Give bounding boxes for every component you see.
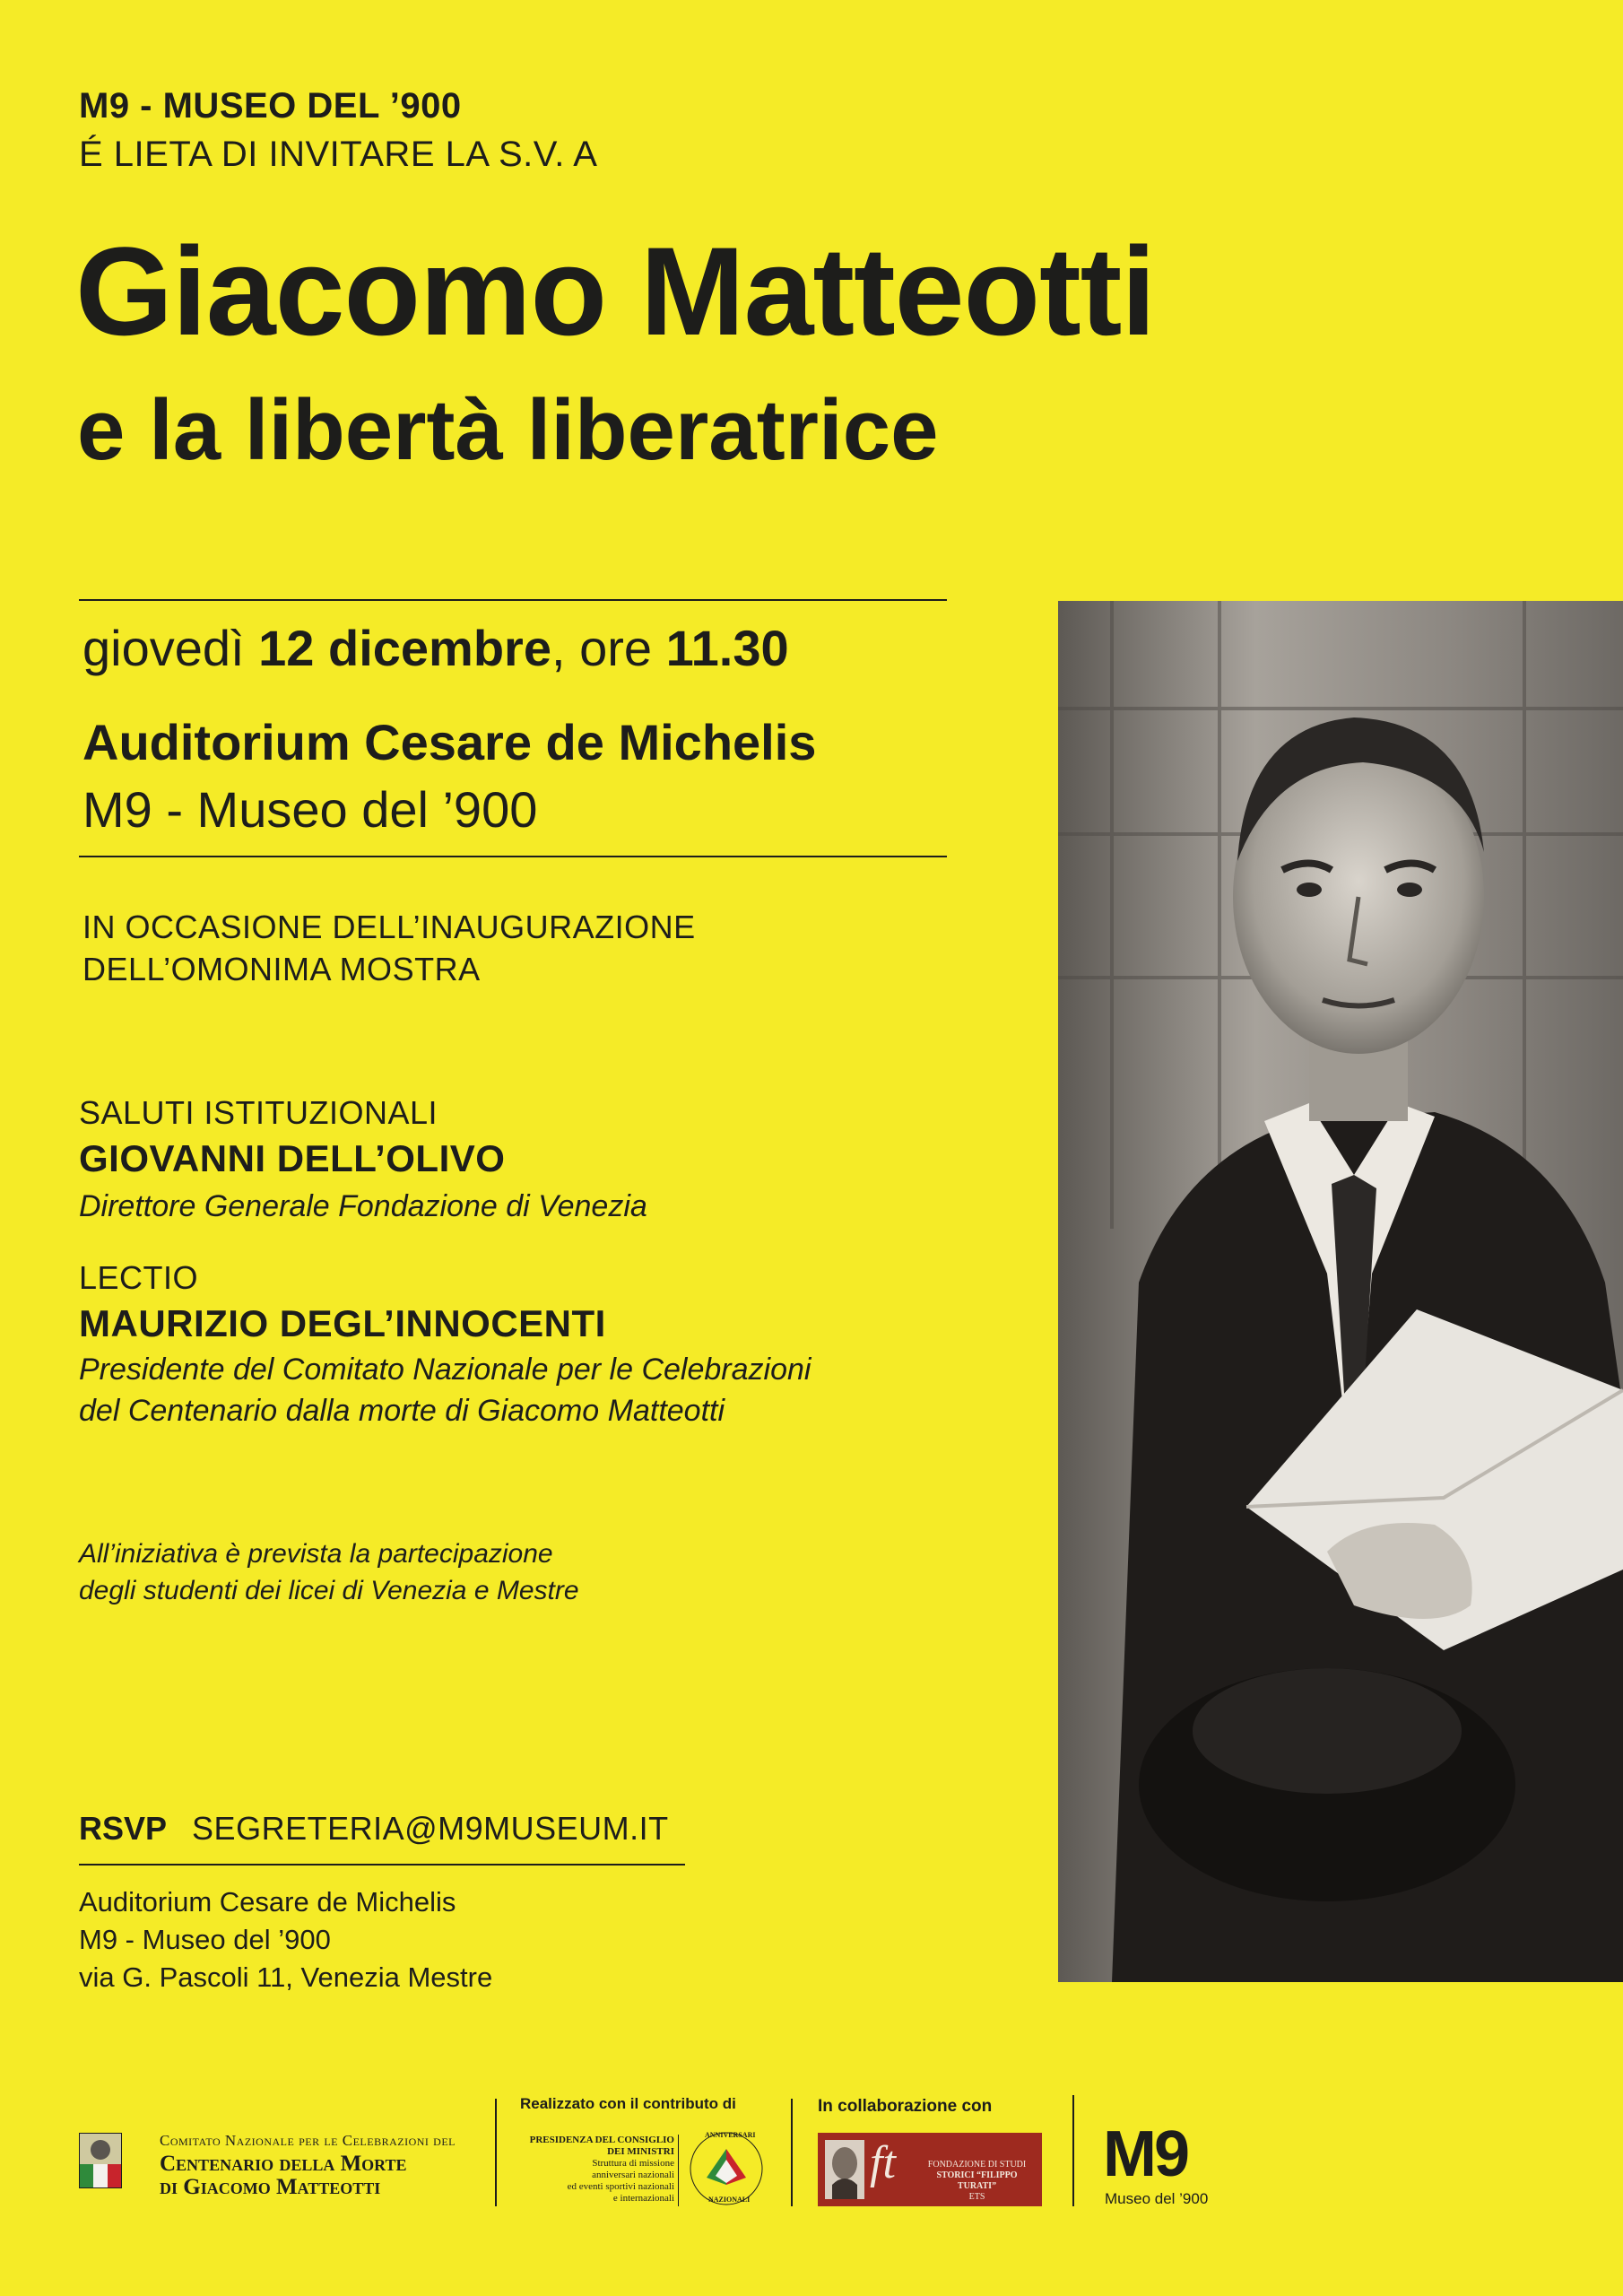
divider-top <box>79 599 947 601</box>
turati-text <box>916 2160 1037 2203</box>
presidency-line-6: e internazionali <box>612 2193 674 2204</box>
presidency-line-3: Struttura di missione <box>592 2158 674 2169</box>
committee-logo-icon <box>79 2133 122 2188</box>
speaker-role: Presidente del Comitato Nazionale per le Celebrazioni <box>79 1352 812 1387</box>
rsvp-divider <box>79 1864 685 1866</box>
turati-line-2: STORICI “FILIPPO TURATI” <box>936 2170 1018 2191</box>
presidency-line-1: PRESIDENZA DEL CONSIGLIO <box>529 2135 674 2145</box>
committee-line-3: di Giacomo Matteotti <box>160 2175 381 2200</box>
rsvp-label: RSVP <box>79 1810 168 1847</box>
speaker-label: LECTIO <box>79 1259 199 1296</box>
participation-note <box>79 1535 579 1609</box>
date-prefix: giovedì <box>82 620 259 676</box>
venue-name: Auditorium Cesare de Michelis <box>82 714 817 770</box>
portrait-photo <box>1058 601 1623 1982</box>
occasion-line-1: IN OCCASIONE DELL’INAUGURAZIONE <box>82 909 696 945</box>
note-line-1: All’iniziativa è prevista la partecipazione <box>79 1539 553 1569</box>
committee-name <box>160 2133 456 2199</box>
venue-address <box>79 1883 492 1996</box>
anniversari-top-text: ANNIVERSARI <box>705 2131 756 2139</box>
rsvp-email-link[interactable]: SEGRETERIA@M9MUSEUM.IT <box>192 1810 669 1847</box>
turati-mark: ft <box>870 2137 896 2188</box>
footer-separator-1 <box>495 2099 497 2206</box>
turati-portrait-icon <box>825 2140 864 2199</box>
venue-museum: M9 - Museo del ’900 <box>82 781 538 838</box>
contrib-label: Realizzato con il contributo di <box>520 2095 736 2112</box>
presidency-text <box>513 2135 674 2205</box>
speaker-block-1 <box>79 1094 647 1227</box>
date-day: 12 dicembre <box>258 620 551 676</box>
invitation-line: É LIETA DI INVITARE LA S.V. A <box>79 135 598 174</box>
divider-bottom <box>79 856 947 857</box>
occasion-line-2: DELL’OMONIMA MOSTRA <box>82 951 481 987</box>
address-line-2: M9 - Museo del ’900 <box>79 1924 331 1955</box>
presidency-line-5: ed eventi sportivi nazionali <box>567 2181 674 2192</box>
event-date <box>82 619 789 677</box>
portrait-illustration <box>1058 601 1623 1982</box>
presidency-divider <box>678 2135 679 2206</box>
address-line-1: Auditorium Cesare de Michelis <box>79 1886 456 1918</box>
turati-logo <box>818 2133 1042 2206</box>
event-subtitle: e la libertà liberatrice <box>77 382 939 478</box>
speaker-name: MAURIZIO DEGL’INNOCENTI <box>79 1302 606 1344</box>
event-title: Giacomo Matteotti <box>75 221 1156 361</box>
turati-line-1: FONDAZIONE DI STUDI <box>927 2160 1027 2170</box>
footer-separator-2 <box>791 2099 793 2206</box>
turati-face-icon <box>825 2140 864 2199</box>
m9-caption: Museo del ’900 <box>1105 2190 1209 2207</box>
collab-label: In collaborazione con <box>818 2097 993 2116</box>
event-time: 11.30 <box>665 620 789 676</box>
anniversari-logo <box>689 2131 764 2206</box>
speaker-block-2 <box>79 1259 811 1431</box>
m9-logo: M9 <box>1103 2118 1188 2190</box>
address-line-3: via G. Pascoli 11, Venezia Mestre <box>79 1961 493 1993</box>
committee-line-2: Centenario della Morte <box>160 2151 407 2176</box>
organizer-name: M9 - MUSEO DEL ’900 <box>79 86 462 126</box>
anniversari-bottom-text: NAZIONALI <box>708 2196 751 2204</box>
speaker-name: GIOVANNI DELL’OLIVO <box>79 1137 506 1179</box>
note-line-2: degli studenti dei licei di Venezia e Mestre <box>79 1576 579 1605</box>
presidency-line-4: anniversari nazionali <box>592 2170 674 2180</box>
speaker-role-2: del Centenario dalla morte di Giacomo Matteotti <box>79 1394 725 1428</box>
turati-line-3: ETS <box>968 2192 985 2202</box>
occasion-text <box>82 906 696 990</box>
date-mid: , ore <box>551 620 666 676</box>
rsvp-line <box>79 1810 669 1848</box>
committee-line-1: Comitato Nazionale per le Celebrazioni del <box>160 2132 456 2149</box>
committee-flag-icon <box>80 2134 121 2187</box>
footer-separator-3 <box>1072 2095 1074 2206</box>
speaker-label: SALUTI ISTITUZIONALI <box>79 1094 438 1131</box>
speaker-role: Direttore Generale Fondazione di Venezia <box>79 1189 647 1223</box>
presidency-line-2: DEI MINISTRI <box>607 2146 674 2157</box>
